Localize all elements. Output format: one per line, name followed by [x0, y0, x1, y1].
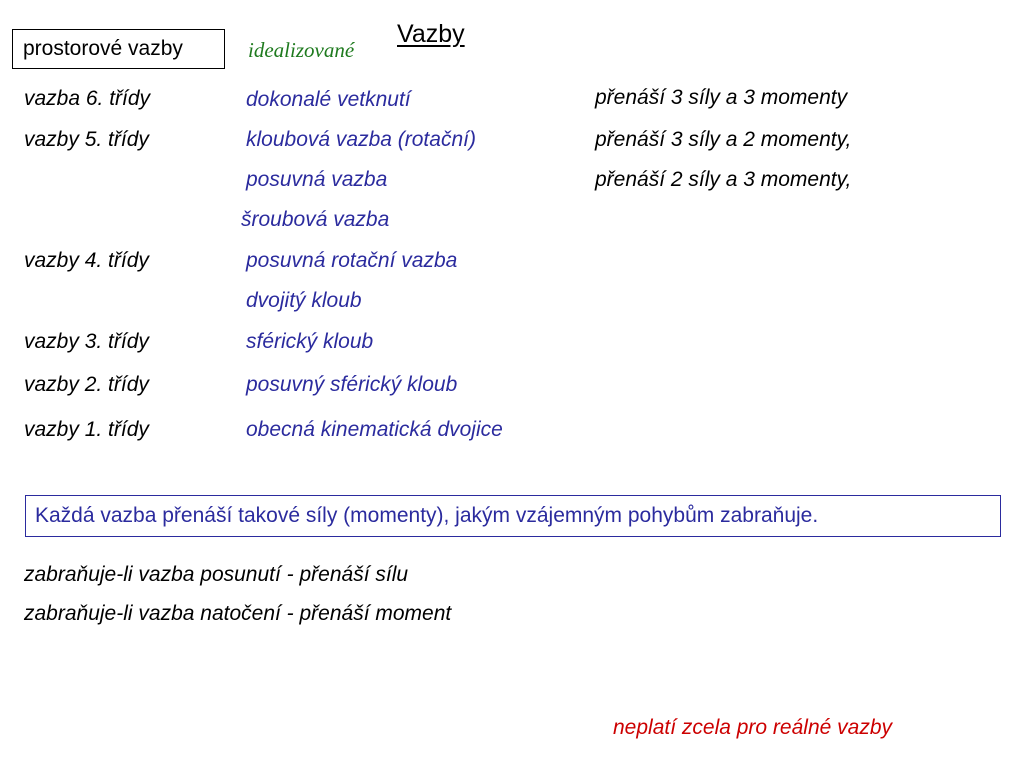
caveat-note: neplatí zcela pro reálné vazby [613, 716, 892, 739]
row-type-spherical: sférický kloub [246, 330, 374, 353]
row-type-prismatic: posuvná vazba [246, 168, 388, 191]
row-type-cylindrical: posuvná rotační vazba [246, 249, 458, 272]
principle-box: Každá vazba přenáší takové síly (momenty), jakým vzájemným pohybům zabraňuje. [25, 495, 1001, 537]
row-class-5: vazby 5. třídy [24, 128, 149, 151]
subtitle-idealized: idealizované [248, 38, 355, 62]
row-class-1: vazby 1. třídy [24, 418, 149, 441]
row-type-screw: šroubová vazba [241, 208, 390, 231]
row-transfers-1: přenáší 3 síly a 2 momenty, [595, 128, 852, 151]
rule-moment: zabraňuje-li vazba natočení - přenáší moment [24, 602, 452, 625]
category-label-box: prostorové vazby [12, 29, 225, 69]
row-transfers-0: přenáší 3 síly a 3 momenty [595, 86, 848, 109]
row-type-revolute: kloubová vazba (rotační) [246, 128, 476, 151]
row-class-2: vazby 2. třídy [24, 373, 149, 396]
row-class-3: vazby 3. třídy [24, 330, 149, 353]
row-type-double-joint: dvojitý kloub [246, 289, 362, 312]
row-type-general-pair: obecná kinematická dvojice [246, 418, 503, 441]
slide-title: Vazby [397, 20, 465, 48]
row-class-6: vazba 6. třídy [24, 87, 151, 110]
row-transfers-2: přenáší 2 síly a 3 momenty, [595, 168, 852, 191]
row-type-sliding-spherical: posuvný sférický kloub [246, 373, 458, 396]
rule-force: zabraňuje-li vazba posunutí - přenáší sílu [24, 563, 409, 586]
row-class-4: vazby 4. třídy [24, 249, 149, 272]
row-type-fixed: dokonalé vetknutí [246, 88, 411, 111]
